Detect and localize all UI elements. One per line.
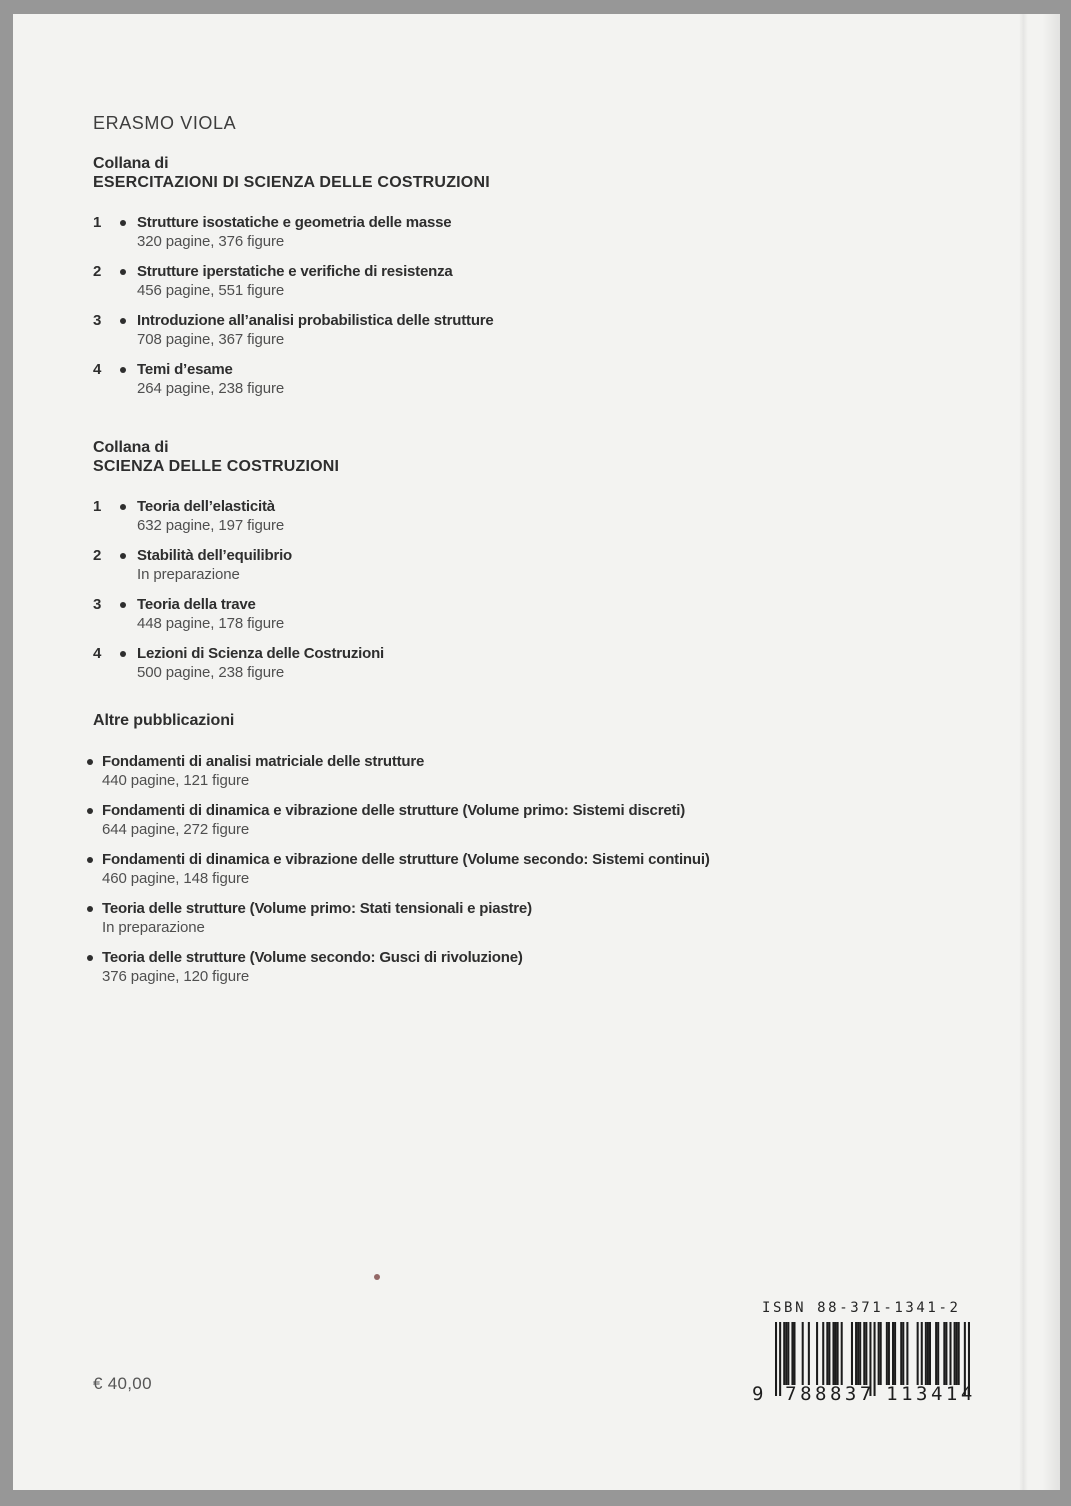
cover-paper [13,14,1060,1490]
bullet-icon [87,955,93,961]
item-number: 3 [93,596,102,613]
book-detail: 632 pagine, 197 figure [137,517,285,534]
book-title: Teoria delle strutture (Volume secondo: Gusci di rivoluzione) [102,949,523,966]
isbn-label: ISBN 88-371-1341-2 [762,1300,961,1316]
item-text [102,752,424,790]
bullet-icon [120,651,126,657]
series-label: Collana di [93,155,169,172]
bullet-icon [120,318,126,324]
item-text [137,360,284,398]
series-title: SCIENZA DELLE COSTRUZIONI [93,458,340,475]
item-number: 1 [93,214,102,231]
barcode-digit-first: 9 [752,1383,764,1405]
book-detail: 460 pagine, 148 figure [102,870,250,887]
book-title: Teoria della trave [137,596,256,613]
book-detail: 456 pagine, 551 figure [137,282,285,299]
isbn-barcode-block [740,1285,975,1413]
item-text [137,497,284,535]
book-detail: 448 pagine, 178 figure [137,615,285,632]
book-detail: 644 pagine, 272 figure [102,821,250,838]
item-text [102,801,685,839]
book-detail: 264 pagine, 238 figure [137,380,285,397]
item-number: 3 [93,312,102,329]
list-item [93,546,384,584]
item-text [102,850,710,888]
list-item [93,360,494,398]
book-detail: 320 pagine, 376 figure [137,233,285,250]
cover-edge-shadow [1042,14,1060,1490]
item-text [137,213,451,251]
book-title: Introduzione all’analisi probabilistica delle strutture [137,312,494,329]
series-scienza-costruzioni [93,438,384,693]
list-item [93,311,494,349]
bullet-icon [120,269,126,275]
list-item [93,262,494,300]
bullet-icon [87,759,93,765]
bullet-icon [87,857,93,863]
item-number: 2 [93,263,102,280]
book-title: Fondamenti di dinamica e vibrazione delle strutture (Volume secondo: Sistemi continui) [102,851,710,868]
item-number: 2 [93,547,102,564]
book-detail: 708 pagine, 367 figure [137,331,285,348]
bullet-icon [120,504,126,510]
book-title: Fondamenti di dinamica e vibrazione delle strutture (Volume primo: Sistemi discreti) [102,802,686,819]
list-item [87,948,710,986]
list-item [87,752,710,790]
book-detail: 376 pagine, 120 figure [102,968,250,985]
book-title: Teoria delle strutture (Volume primo: Stati tensionali e piastre) [102,900,532,917]
bullet-icon [120,602,126,608]
price-label: € 40,00 [93,1374,152,1393]
list-item [93,644,384,682]
series-book-list [93,213,494,398]
item-text [137,546,292,584]
book-title: Fondamenti di analisi matriciale delle strutture [102,753,425,770]
list-item [87,850,710,888]
list-item [93,213,494,251]
item-text [137,311,494,349]
book-detail: 500 pagine, 238 figure [137,664,285,681]
book-detail: In preparazione [137,566,240,583]
item-text [137,644,384,682]
book-title: Strutture isostatiche e geometria delle masse [137,214,452,231]
book-title: Strutture iperstatiche e verifiche di resistenza [137,263,453,280]
barcode-digits-left: 788837 [785,1383,875,1405]
item-number: 1 [93,498,102,515]
series-book-list [93,497,384,682]
book-title: Stabilità dell’equilibrio [137,547,293,564]
item-text [137,262,453,300]
bullet-icon [120,553,126,559]
list-item [93,595,384,633]
cover-crease [1019,14,1028,1490]
barcode-digits-right: 113414 [886,1383,976,1405]
book-title: Teoria dell’elasticità [137,498,275,515]
item-number: 4 [93,645,102,662]
author-name: ERASMO VIOLA [93,113,237,133]
series-title: ESERCITAZIONI DI SCIENZA DELLE COSTRUZIONI [93,174,490,191]
list-item [87,801,710,839]
book-title: Temi d’esame [137,361,233,378]
item-text [137,595,284,633]
bullet-icon [120,220,126,226]
bullet-icon [87,808,93,814]
book-title: Lezioni di Scienza delle Costruzioni [137,645,385,662]
series-label: Collana di [93,439,169,456]
bullet-icon [120,367,126,373]
item-number: 4 [93,361,102,378]
other-publications-list [93,752,710,986]
other-publications [93,711,710,997]
print-mark-dot [374,1274,380,1280]
list-item [87,899,710,937]
other-publications-title: Altre pubblicazioni [93,712,235,729]
book-detail: In preparazione [102,919,205,936]
list-item [93,497,384,535]
series-esercitazioni [93,154,494,409]
item-text [102,948,523,986]
book-detail: 440 pagine, 121 figure [102,772,250,789]
item-text [102,899,532,937]
bullet-icon [87,906,93,912]
